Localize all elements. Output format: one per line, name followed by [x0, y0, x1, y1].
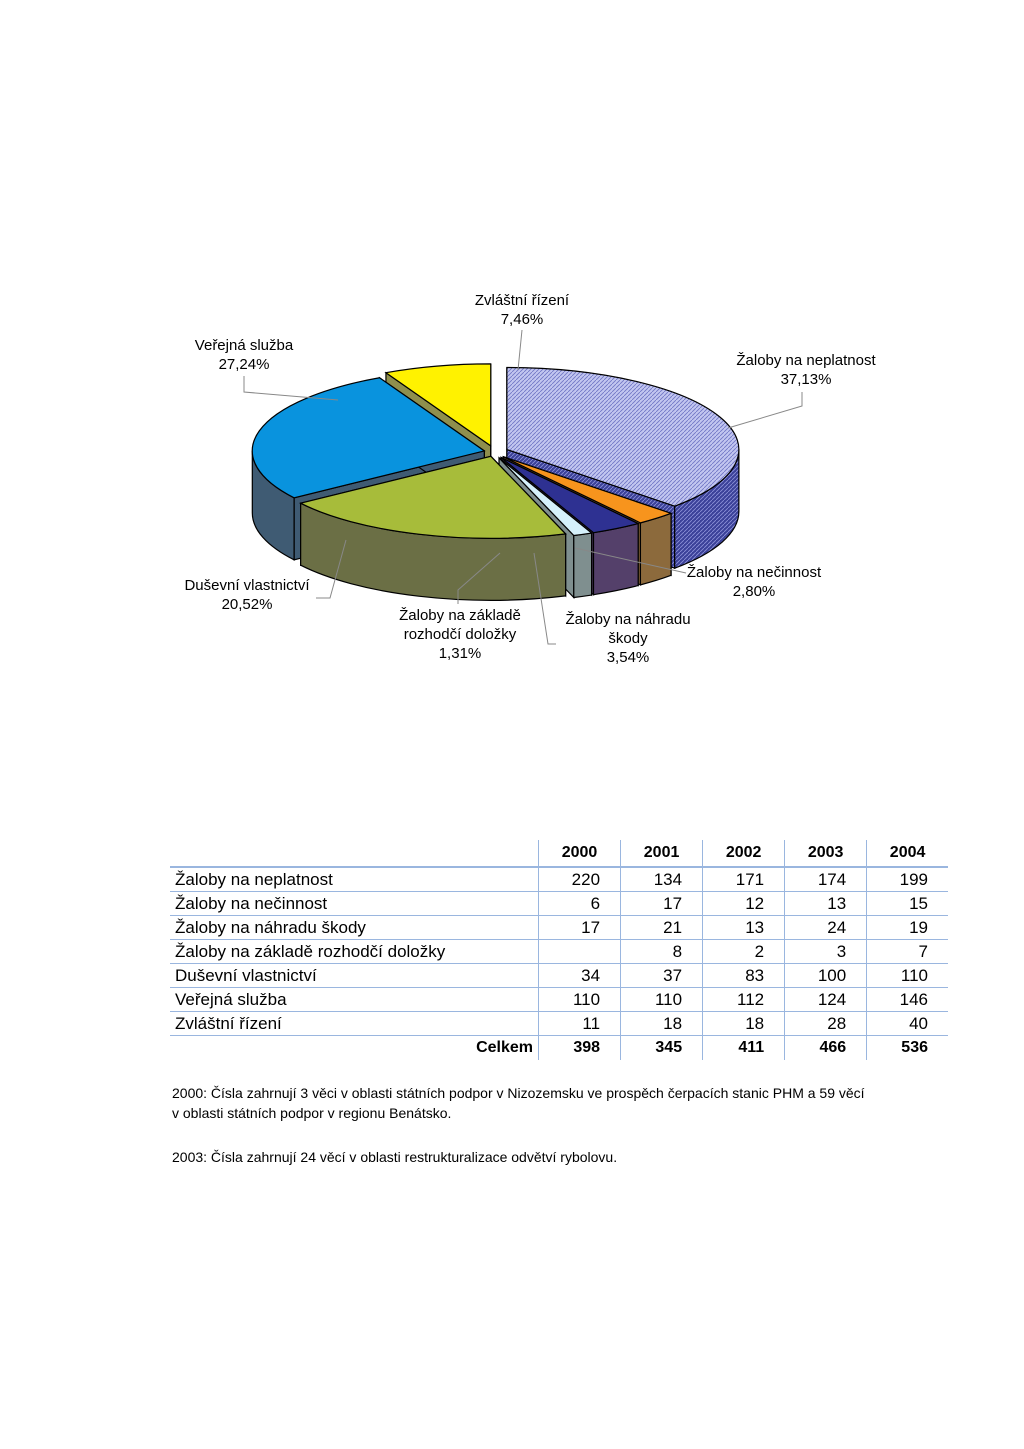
table-cell	[539, 940, 621, 964]
table-row	[170, 916, 948, 940]
table-cell: 28	[785, 1012, 867, 1036]
row-label: Duševní vlastnictví	[170, 964, 539, 988]
table-row	[170, 867, 948, 892]
total-label: Celkem	[476, 1039, 533, 1056]
table-cell: 21	[621, 916, 703, 940]
slice-name-label: Žaloby na náhradu	[565, 611, 691, 628]
table-cell: 146	[867, 988, 948, 1012]
slice-name-label: rozhodčí doložky	[403, 626, 517, 643]
table-cell: 134	[621, 867, 703, 892]
table-cell: 171	[703, 867, 785, 892]
pie-chart	[0, 0, 1024, 720]
slice-percent-label: 37,13%	[780, 371, 832, 388]
leader-line	[728, 392, 802, 428]
total-cell: 398	[539, 1036, 621, 1061]
table-cell: 174	[785, 867, 867, 892]
total-cell: 345	[621, 1036, 703, 1061]
table-body	[170, 867, 948, 1036]
col-header: 2000	[539, 840, 621, 867]
table-cell: 7	[867, 940, 948, 964]
table-cell: 13	[785, 892, 867, 916]
table-cell: 37	[621, 964, 703, 988]
slice-name-label: Žaloby na neplatnost	[736, 352, 876, 369]
row-label: Žaloby na základě rozhodčí doložky	[170, 940, 539, 964]
table-cell: 13	[703, 916, 785, 940]
table-cell: 2	[703, 940, 785, 964]
col-header: 2001	[621, 840, 703, 867]
table-row	[170, 940, 948, 964]
table-cell: 112	[703, 988, 785, 1012]
table-cell: 3	[785, 940, 867, 964]
row-label: Veřejná služba	[170, 988, 539, 1012]
table-total-row	[170, 1036, 948, 1061]
footnote-2000-line2: v oblasti státních podpor v regionu Benátsko.	[172, 1105, 452, 1121]
footnote-2000	[172, 1083, 952, 1123]
table-cell: 18	[621, 1012, 703, 1036]
slice-name-label: Žaloby na nečinnost	[686, 564, 822, 581]
total-cell: 411	[703, 1036, 785, 1061]
col-header: 2004	[867, 840, 948, 867]
table-cell: 6	[539, 892, 621, 916]
table-cell: 18	[703, 1012, 785, 1036]
table-cell: 24	[785, 916, 867, 940]
cases-table	[170, 840, 948, 1060]
slice-percent-label: 3,54%	[606, 649, 650, 666]
slice-percent-label: 2,80%	[732, 583, 776, 600]
slice-percent-label: 7,46%	[500, 311, 544, 328]
slice-percent-label: 20,52%	[221, 596, 273, 613]
slice-name-label: škody	[608, 630, 648, 647]
table-cell: 124	[785, 988, 867, 1012]
table-row	[170, 892, 948, 916]
table-cell: 17	[621, 892, 703, 916]
col-header: 2002	[703, 840, 785, 867]
table-cell: 11	[539, 1012, 621, 1036]
col-header: 2003	[785, 840, 867, 867]
table-cell: 17	[539, 916, 621, 940]
slice-name-label: Veřejná služba	[194, 337, 294, 354]
table-cell: 19	[867, 916, 948, 940]
footnote-2003: 2003: Čísla zahrnují 24 věcí v oblasti restrukturalizace odvětví rybolovu.	[172, 1149, 618, 1165]
row-label: Žaloby na neplatnost	[170, 867, 539, 892]
row-label: Zvláštní řízení	[170, 1012, 539, 1036]
table-cell: 12	[703, 892, 785, 916]
table-cell: 8	[621, 940, 703, 964]
table-cell: 110	[539, 988, 621, 1012]
slice-name-label: Žaloby na základě	[399, 607, 521, 624]
table-row	[170, 988, 948, 1012]
table-cell: 220	[539, 867, 621, 892]
table-header-row	[170, 840, 948, 867]
slice-name-label: Duševní vlastnictví	[184, 577, 310, 594]
slice-percent-label: 27,24%	[218, 356, 270, 373]
leader-line	[518, 330, 522, 370]
table-cell: 15	[867, 892, 948, 916]
table-cell: 34	[539, 964, 621, 988]
table-row	[170, 964, 948, 988]
table-cell: 83	[703, 964, 785, 988]
table-cell: 199	[867, 867, 948, 892]
table-cell: 110	[621, 988, 703, 1012]
table-cell: 100	[785, 964, 867, 988]
footnote-2000-line1: 2000: Čísla zahrnují 3 věci v oblasti státních podpor v Nizozemsku ve prospěch čerpacích stanic PHM a 59 věcí	[172, 1085, 865, 1101]
total-cell: 466	[785, 1036, 867, 1061]
slice-percent-label: 1,31%	[438, 645, 482, 662]
table-corner	[170, 840, 539, 867]
table-cell: 40	[867, 1012, 948, 1036]
row-label: Žaloby na náhradu škody	[170, 916, 539, 940]
total-cell: 536	[867, 1036, 948, 1061]
table-cell: 110	[867, 964, 948, 988]
table-row	[170, 1012, 948, 1036]
row-label: Žaloby na nečinnost	[170, 892, 539, 916]
slice-name-label: Zvláštní řízení	[474, 292, 570, 309]
